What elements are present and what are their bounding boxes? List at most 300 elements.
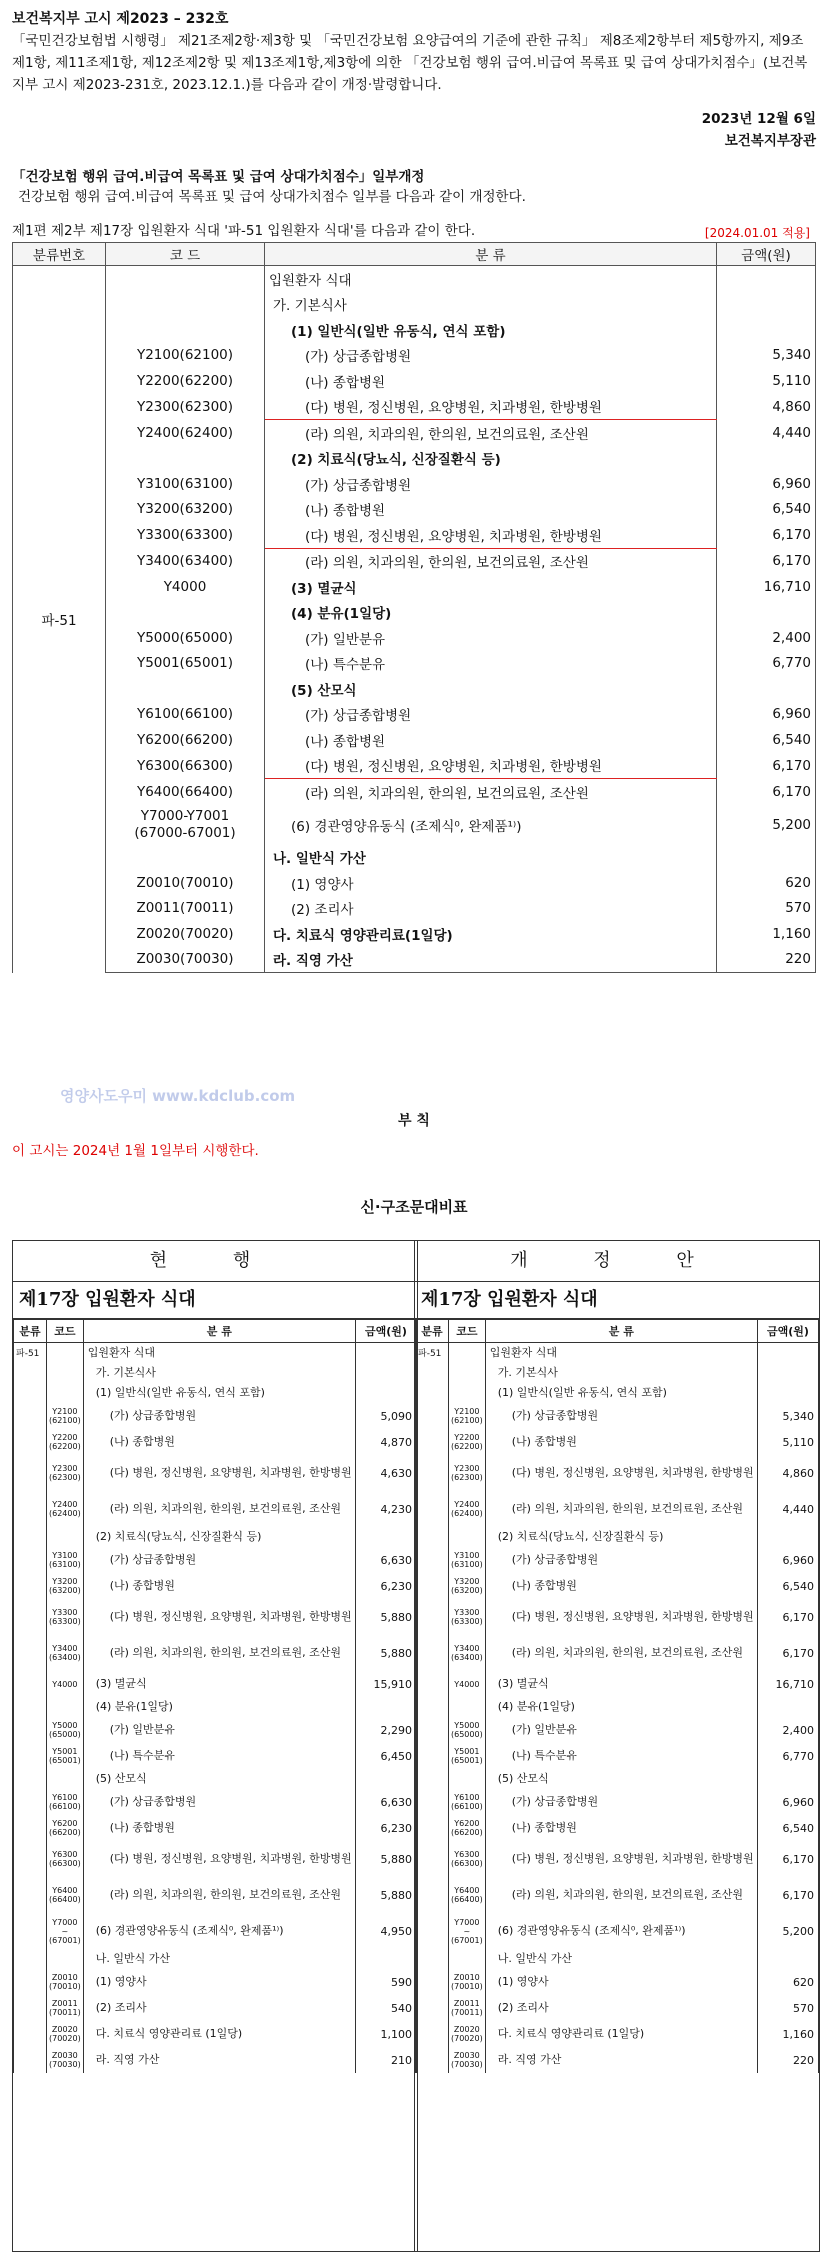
cur-th-code: 코드 bbox=[47, 1320, 84, 1343]
comparison-row bbox=[416, 1635, 819, 1671]
comparison-code-cell: Y6300 (66300) bbox=[449, 1841, 486, 1877]
comparison-row bbox=[416, 1717, 819, 1743]
code-cell: Y6200(66200) bbox=[106, 727, 265, 753]
comparison-code-cell bbox=[449, 1383, 486, 1403]
comparison-classification-cell: (다) 병원, 정신병원, 요양병원, 치과병원, 한방병원 bbox=[83, 1841, 355, 1877]
revised-chapter: 제17장 입원환자 식대 bbox=[415, 1282, 819, 1319]
comparison-row bbox=[14, 2047, 417, 2073]
classification-cell: 가. 기본식사 bbox=[265, 292, 717, 318]
comparison-amount-cell: 1,160 bbox=[758, 2021, 819, 2047]
comparison-code-cell: Y2200 (62200) bbox=[449, 1429, 486, 1455]
th-code: 코 드 bbox=[106, 243, 265, 266]
comparison-classification-cell: (나) 종합병원 bbox=[83, 1573, 355, 1599]
cur-th-category: 분류 bbox=[14, 1320, 47, 1343]
comparison-code-cell: Y4000 bbox=[449, 1671, 486, 1697]
table-row bbox=[13, 921, 816, 947]
comparison-amount-cell: 5,200 bbox=[758, 1913, 819, 1949]
comparison-row bbox=[416, 1527, 819, 1547]
amount-cell: 1,160 bbox=[717, 921, 816, 947]
comparison-row bbox=[14, 1769, 417, 1789]
comparison-classification-cell: (라) 의원, 치과의원, 한의원, 보건의료원, 조산원 bbox=[83, 1491, 355, 1527]
comparison-classification-cell: (다) 병원, 정신병원, 요양병원, 치과병원, 한방병원 bbox=[83, 1455, 355, 1491]
addendum-body: 이 고시는 2024년 1월 1일부터 시행한다. bbox=[12, 1143, 259, 1159]
comparison-code-cell: Z0011 (70011) bbox=[47, 1995, 84, 2021]
comparison-row bbox=[416, 1877, 819, 1913]
code-cell: Y6400(66400) bbox=[106, 779, 265, 805]
comparison-amount-cell: 6,960 bbox=[758, 1547, 819, 1573]
comparison-amount-cell: 220 bbox=[758, 2047, 819, 2073]
comparison-classification-cell: (1) 영양사 bbox=[485, 1969, 757, 1995]
comparison-row bbox=[416, 1769, 819, 1789]
code-cell bbox=[106, 600, 265, 626]
comparison-code-cell bbox=[449, 1949, 486, 1969]
comparison-row bbox=[416, 1363, 819, 1383]
comparison-revised bbox=[414, 1240, 820, 2252]
classification-cell: (가) 일반분유 bbox=[265, 625, 717, 651]
comparison-amount-cell bbox=[356, 1383, 417, 1403]
amount-cell bbox=[717, 600, 816, 626]
amount-cell: 6,170 bbox=[717, 753, 816, 779]
amount-cell: 16,710 bbox=[717, 574, 816, 600]
comparison-amount-cell: 6,170 bbox=[758, 1877, 819, 1913]
classification-cell: (1) 영양사 bbox=[265, 870, 717, 896]
revised-header: 개 정 안 bbox=[415, 1241, 819, 1282]
amount-cell: 4,440 bbox=[717, 420, 816, 446]
comparison-amount-cell: 4,870 bbox=[356, 1429, 417, 1455]
classification-cell: (6) 경관영양유동식 (조제식⁰, 완제품¹⁾) bbox=[265, 805, 717, 845]
comparison-row bbox=[416, 1789, 819, 1815]
notice-title: 보건복지부 고시 제2023 – 232호 bbox=[12, 11, 229, 27]
comparison-classification-cell: (라) 의원, 치과의원, 한의원, 보건의료원, 조산원 bbox=[83, 1635, 355, 1671]
comparison-code-cell: Y5000 (65000) bbox=[47, 1717, 84, 1743]
section-title: 「건강보험 행위 급여.비급여 목록표 및 급여 상대가치점수」일부개정 bbox=[12, 169, 425, 185]
comparison-classification-cell: (5) 산모식 bbox=[485, 1769, 757, 1789]
comparison-row bbox=[416, 1841, 819, 1877]
table-row bbox=[13, 805, 816, 845]
comparison-classification-cell: 나. 일반식 가산 bbox=[83, 1949, 355, 1969]
classification-cell: (나) 종합병원 bbox=[265, 497, 717, 523]
classification-cell: (가) 상급종합병원 bbox=[265, 343, 717, 369]
comparison-row bbox=[14, 1913, 417, 1949]
comparison-code-cell: Y2100 (62100) bbox=[47, 1403, 84, 1429]
comparison-code-cell: Y3400 (63400) bbox=[47, 1635, 84, 1671]
comparison-code-cell: Z0010 (70010) bbox=[47, 1969, 84, 1995]
table-row bbox=[13, 317, 816, 343]
comparison-code-cell: Y3200 (63200) bbox=[47, 1573, 84, 1599]
comparison-classification-cell: (6) 경관영양유동식 (조제식⁰, 완제품¹⁾) bbox=[83, 1913, 355, 1949]
comparison-amount-cell: 6,630 bbox=[356, 1547, 417, 1573]
classification-cell: 라. 직영 가산 bbox=[265, 947, 717, 973]
comparison-classification-cell: (1) 일반식(일반 유동식, 연식 포함) bbox=[485, 1383, 757, 1403]
comparison-amount-cell bbox=[356, 1697, 417, 1717]
table-row bbox=[13, 779, 816, 805]
comparison-amount-cell: 6,230 bbox=[356, 1573, 417, 1599]
amount-cell: 6,170 bbox=[717, 522, 816, 548]
comparison-current bbox=[12, 1240, 418, 2252]
comparison-classification-cell: (가) 일반분유 bbox=[83, 1717, 355, 1743]
code-cell: Y2100(62100) bbox=[106, 343, 265, 369]
comparison-amount-cell: 4,860 bbox=[758, 1455, 819, 1491]
comparison-classification-cell: (나) 종합병원 bbox=[83, 1429, 355, 1455]
comparison-classification-cell: 가. 기본식사 bbox=[83, 1363, 355, 1383]
notice-signer: 보건복지부장관 bbox=[724, 133, 816, 149]
amount-cell: 6,960 bbox=[717, 471, 816, 497]
table-row bbox=[13, 343, 816, 369]
comparison-code-cell bbox=[449, 1527, 486, 1547]
comparison-code-cell: Y6300 (66300) bbox=[47, 1841, 84, 1877]
rev-th-category: 분류 bbox=[416, 1320, 449, 1343]
comparison-classification-cell: (라) 의원, 치과의원, 한의원, 보건의료원, 조산원 bbox=[485, 1491, 757, 1527]
comparison-code-cell: Y3300 (63300) bbox=[449, 1599, 486, 1635]
code-cell: Y3400(63400) bbox=[106, 548, 265, 574]
comparison-row bbox=[416, 1491, 819, 1527]
comparison-code-cell: Y7000 ~ (67001) bbox=[47, 1913, 84, 1949]
comparison-classification-cell: (가) 상급종합병원 bbox=[83, 1403, 355, 1429]
comparison-row bbox=[14, 1789, 417, 1815]
code-cell bbox=[106, 845, 265, 871]
comparison-classification-cell: (라) 의원, 치과의원, 한의원, 보건의료원, 조산원 bbox=[485, 1635, 757, 1671]
table-row bbox=[13, 896, 816, 922]
amount-cell: 5,340 bbox=[717, 343, 816, 369]
addendum-title: 부 칙 bbox=[398, 1113, 430, 1129]
comparison-row bbox=[416, 1455, 819, 1491]
comparison-classification-cell: (다) 병원, 정신병원, 요양병원, 치과병원, 한방병원 bbox=[485, 1841, 757, 1877]
amount-cell: 6,170 bbox=[717, 548, 816, 574]
comparison-row bbox=[14, 1343, 417, 1364]
comparison-row bbox=[416, 1743, 819, 1769]
code-cell bbox=[106, 292, 265, 318]
comparison-classification-cell: (3) 멸균식 bbox=[83, 1671, 355, 1697]
comparison-code-cell bbox=[47, 1769, 84, 1789]
amount-cell bbox=[717, 266, 816, 292]
classification-cell: 다. 치료식 영양관리료(1일당) bbox=[265, 921, 717, 947]
amount-cell: 6,540 bbox=[717, 727, 816, 753]
comparison-amount-cell bbox=[758, 1769, 819, 1789]
comparison-code-cell bbox=[449, 1697, 486, 1717]
comparison-row bbox=[416, 1913, 819, 1949]
comparison-code-cell: Y2200 (62200) bbox=[47, 1429, 84, 1455]
comparison-classification-cell: 다. 치료식 영양관리료 (1일당) bbox=[485, 2021, 757, 2047]
comparison-code-cell: Y2400 (62400) bbox=[47, 1491, 84, 1527]
rev-th-code: 코드 bbox=[449, 1320, 486, 1343]
comparison-code-cell: Y3100 (63100) bbox=[449, 1547, 486, 1573]
comparison-amount-cell: 5,880 bbox=[356, 1635, 417, 1671]
comparison-classification-cell: (2) 조리사 bbox=[83, 1995, 355, 2021]
comparison-code-cell bbox=[449, 1363, 486, 1383]
comparison-amount-cell: 4,440 bbox=[758, 1491, 819, 1527]
comparison-row bbox=[416, 1547, 819, 1573]
comparison-row bbox=[14, 1949, 417, 1969]
comparison-row bbox=[14, 1877, 417, 1913]
comparison-category-cell: 파-51 bbox=[416, 1343, 449, 2074]
comparison-classification-cell: (1) 일반식(일반 유동식, 연식 포함) bbox=[83, 1383, 355, 1403]
comparison-amount-cell: 6,960 bbox=[758, 1789, 819, 1815]
comparison-row bbox=[416, 1573, 819, 1599]
comparison-classification-cell: (2) 치료식(당뇨식, 신장질환식 등) bbox=[485, 1527, 757, 1547]
comparison-code-cell: Y5001 (65001) bbox=[47, 1743, 84, 1769]
amount-cell: 6,770 bbox=[717, 651, 816, 677]
amount-cell bbox=[717, 446, 816, 472]
table-row bbox=[13, 292, 816, 318]
comparison-classification-cell: (4) 분유(1일당) bbox=[83, 1697, 355, 1717]
table-row bbox=[13, 548, 816, 574]
comparison-classification-cell: (가) 상급종합병원 bbox=[485, 1403, 757, 1429]
table-row bbox=[13, 947, 816, 973]
comparison-row bbox=[14, 1717, 417, 1743]
code-cell: Z0011(70011) bbox=[106, 896, 265, 922]
comparison-code-cell: Y7000 ~ (67001) bbox=[449, 1913, 486, 1949]
comparison-classification-cell: (나) 특수분유 bbox=[83, 1743, 355, 1769]
comparison-classification-cell: 입원환자 식대 bbox=[485, 1343, 757, 1364]
table-row bbox=[13, 870, 816, 896]
comparison-row bbox=[14, 1547, 417, 1573]
comparison-amount-cell: 1,100 bbox=[356, 2021, 417, 2047]
amount-cell: 620 bbox=[717, 870, 816, 896]
comparison-row bbox=[14, 1815, 417, 1841]
comparison-row bbox=[14, 1671, 417, 1697]
fee-table bbox=[12, 242, 816, 973]
comparison-classification-cell: (다) 병원, 정신병원, 요양병원, 치과병원, 한방병원 bbox=[485, 1455, 757, 1491]
th-category: 분류번호 bbox=[13, 243, 106, 266]
comparison-amount-cell: 540 bbox=[356, 1995, 417, 2021]
classification-cell: (2) 치료식(당뇨식, 신장질환식 등) bbox=[265, 446, 717, 472]
amount-cell bbox=[717, 676, 816, 702]
comparison-amount-cell bbox=[356, 1363, 417, 1383]
comparison-row bbox=[416, 1403, 819, 1429]
comparison-amount-cell: 6,770 bbox=[758, 1743, 819, 1769]
classification-cell: 입원환자 식대 bbox=[265, 266, 717, 292]
comparison-row bbox=[14, 1743, 417, 1769]
comparison-code-cell: Y3400 (63400) bbox=[449, 1635, 486, 1671]
table-row bbox=[13, 702, 816, 728]
comparison-code-cell bbox=[47, 1697, 84, 1717]
amount-cell: 4,860 bbox=[717, 394, 816, 420]
comparison-row bbox=[14, 1969, 417, 1995]
comparison-amount-cell bbox=[758, 1363, 819, 1383]
table-row bbox=[13, 727, 816, 753]
table-row bbox=[13, 522, 816, 548]
comparison-row bbox=[14, 1599, 417, 1635]
classification-cell: (라) 의원, 치과의원, 한의원, 보건의료원, 조산원 bbox=[265, 548, 717, 574]
comparison-classification-cell: (나) 종합병원 bbox=[485, 1815, 757, 1841]
classification-cell: (4) 분유(1일당) bbox=[265, 600, 717, 626]
comparison-code-cell: Y3100 (63100) bbox=[47, 1547, 84, 1573]
comparison-classification-cell: (가) 상급종합병원 bbox=[83, 1547, 355, 1573]
section-intro-text: 제1편 제2부 제17장 입원환자 식대 '파-51 입원환자 식대'를 다음과 같이 한다. bbox=[12, 223, 476, 239]
table-row bbox=[13, 676, 816, 702]
table-row bbox=[13, 497, 816, 523]
comparison-code-cell: Z0010 (70010) bbox=[449, 1969, 486, 1995]
classification-cell: (다) 병원, 정신병원, 요양병원, 치과병원, 한방병원 bbox=[265, 753, 717, 779]
comparison-amount-cell: 16,710 bbox=[758, 1671, 819, 1697]
comparison-classification-cell: (다) 병원, 정신병원, 요양병원, 치과병원, 한방병원 bbox=[83, 1599, 355, 1635]
comparison-code-cell: Y2100 (62100) bbox=[449, 1403, 486, 1429]
table-row bbox=[13, 266, 816, 292]
comparison-code-cell: Y2300 (62300) bbox=[449, 1455, 486, 1491]
comparison-code-cell: Y6400 (66400) bbox=[47, 1877, 84, 1913]
comparison-amount-cell bbox=[758, 1697, 819, 1717]
comparison-amount-cell bbox=[356, 1949, 417, 1969]
comparison-code-cell: Y6400 (66400) bbox=[449, 1877, 486, 1913]
comparison-code-cell: Y5001 (65001) bbox=[449, 1743, 486, 1769]
code-cell: Y6300(66300) bbox=[106, 753, 265, 779]
category-cell: 파-51 bbox=[13, 266, 106, 973]
comparison-amount-cell: 5,880 bbox=[356, 1841, 417, 1877]
table-row bbox=[13, 394, 816, 420]
comparison-row bbox=[416, 1969, 819, 1995]
comparison-amount-cell: 6,230 bbox=[356, 1815, 417, 1841]
table-row bbox=[13, 368, 816, 394]
classification-cell: (1) 일반식(일반 유동식, 연식 포함) bbox=[265, 317, 717, 343]
comparison-code-cell: Y6100 (66100) bbox=[449, 1789, 486, 1815]
code-cell bbox=[106, 317, 265, 343]
comparison-amount-cell: 570 bbox=[758, 1995, 819, 2021]
comparison-row bbox=[14, 1573, 417, 1599]
comparison-classification-cell: (나) 종합병원 bbox=[83, 1815, 355, 1841]
comparison-row bbox=[14, 1363, 417, 1383]
comparison-classification-cell: (라) 의원, 치과의원, 한의원, 보건의료원, 조산원 bbox=[485, 1877, 757, 1913]
code-cell: Y7000-Y7001 (67000-67001) bbox=[106, 805, 265, 845]
table-row bbox=[13, 600, 816, 626]
comparison-code-cell: Y2300 (62300) bbox=[47, 1455, 84, 1491]
comparison-classification-cell: (4) 분유(1일당) bbox=[485, 1697, 757, 1717]
code-cell: Z0010(70010) bbox=[106, 870, 265, 896]
classification-cell: (가) 상급종합병원 bbox=[265, 471, 717, 497]
classification-cell: (3) 멸균식 bbox=[265, 574, 717, 600]
comparison-classification-cell: (2) 조리사 bbox=[485, 1995, 757, 2021]
comparison-amount-cell: 6,170 bbox=[758, 1599, 819, 1635]
comparison-code-cell: Y2400 (62400) bbox=[449, 1491, 486, 1527]
table-row bbox=[13, 845, 816, 871]
table-row bbox=[13, 625, 816, 651]
code-cell: Y4000 bbox=[106, 574, 265, 600]
comparison-row bbox=[416, 2021, 819, 2047]
rev-th-amount: 금액(원) bbox=[758, 1320, 819, 1343]
comparison-row bbox=[14, 1697, 417, 1717]
comparison-code-cell: Y4000 bbox=[47, 1671, 84, 1697]
section-body: 건강보험 행위 급여.비급여 목록표 및 급여 상대가치점수 일부를 다음과 같이 개정한다. bbox=[18, 189, 526, 205]
code-cell: Z0020(70020) bbox=[106, 921, 265, 947]
comparison-classification-cell: 라. 직영 가산 bbox=[485, 2047, 757, 2073]
comparison-amount-cell: 2,290 bbox=[356, 1717, 417, 1743]
comparison-code-cell: Z0030 (70030) bbox=[47, 2047, 84, 2073]
classification-cell: (나) 종합병원 bbox=[265, 727, 717, 753]
code-cell bbox=[106, 446, 265, 472]
table-row bbox=[13, 753, 816, 779]
comparison-amount-cell: 6,540 bbox=[758, 1573, 819, 1599]
comparison-row bbox=[14, 1383, 417, 1403]
code-cell bbox=[106, 266, 265, 292]
comparison-amount-cell: 6,450 bbox=[356, 1743, 417, 1769]
code-cell bbox=[106, 676, 265, 702]
classification-cell: (5) 산모식 bbox=[265, 676, 717, 702]
comparison-classification-cell: (가) 상급종합병원 bbox=[485, 1547, 757, 1573]
amount-cell: 5,200 bbox=[717, 805, 816, 845]
comparison-code-cell: Y3200 (63200) bbox=[449, 1573, 486, 1599]
comparison-classification-cell: (3) 멸균식 bbox=[485, 1671, 757, 1697]
comparison-amount-cell: 6,170 bbox=[758, 1841, 819, 1877]
comparison-row bbox=[14, 1429, 417, 1455]
comparison-code-cell bbox=[449, 1769, 486, 1789]
code-cell: Y3200(63200) bbox=[106, 497, 265, 523]
comparison-classification-cell: (다) 병원, 정신병원, 요양병원, 치과병원, 한방병원 bbox=[485, 1599, 757, 1635]
comparison-row bbox=[416, 1383, 819, 1403]
section-intro bbox=[12, 220, 816, 242]
table-row bbox=[13, 651, 816, 677]
comparison-code-cell bbox=[47, 1527, 84, 1547]
comparison-code-cell bbox=[449, 1343, 486, 1364]
code-cell: Y2300(62300) bbox=[106, 394, 265, 420]
classification-cell: (라) 의원, 치과의원, 한의원, 보건의료원, 조산원 bbox=[265, 420, 717, 446]
comparison-classification-cell: 나. 일반식 가산 bbox=[485, 1949, 757, 1969]
table-row bbox=[13, 446, 816, 472]
comparison-amount-cell bbox=[758, 1527, 819, 1547]
comparison-row bbox=[416, 2047, 819, 2073]
comparison-classification-cell: (라) 의원, 치과의원, 한의원, 보건의료원, 조산원 bbox=[83, 1877, 355, 1913]
watermark-logo: 영양사도우미 www.kdclub.com bbox=[60, 1087, 296, 1105]
classification-cell: (다) 병원, 정신병원, 요양병원, 치과병원, 한방병원 bbox=[265, 522, 717, 548]
notice-body: 「국민건강보험법 시행령」 제21조제2항·제3항 및 「국민건강보험 요양급여의 기준에 관한 규칙」 제8조제2항부터 제5항까지, 제9조제1항, 제11조제1항, 제12조제2항 및 제13조제1항,제3항에 의한 「건강보험 행위 급여.비급여 목록표 및 급여 상대가치점수」(보건복지부 고시 제2023-231호, 2023.12.1.)를 다음과 같이 개정·발령합니다. bbox=[12, 33, 808, 93]
amount-cell: 6,540 bbox=[717, 497, 816, 523]
comparison-amount-cell: 4,630 bbox=[356, 1455, 417, 1491]
comparison-title: 신·구조문대비표 bbox=[360, 1198, 468, 1216]
code-cell: Y6100(66100) bbox=[106, 702, 265, 728]
comparison-row bbox=[14, 1995, 417, 2021]
effective-date-tag: [2024.01.01 적용] bbox=[704, 226, 810, 240]
comparison-amount-cell: 6,170 bbox=[758, 1635, 819, 1671]
amount-cell: 6,960 bbox=[717, 702, 816, 728]
classification-cell: (나) 종합병원 bbox=[265, 368, 717, 394]
comparison-classification-cell: 가. 기본식사 bbox=[485, 1363, 757, 1383]
comparison-amount-cell: 620 bbox=[758, 1969, 819, 1995]
comparison-amount-cell: 5,340 bbox=[758, 1403, 819, 1429]
th-classification: 분 류 bbox=[265, 243, 717, 266]
comparison-classification-cell: (나) 종합병원 bbox=[485, 1573, 757, 1599]
comparison-classification-cell: 다. 치료식 영양관리료 (1일당) bbox=[83, 2021, 355, 2047]
comparison-classification-cell: (5) 산모식 bbox=[83, 1769, 355, 1789]
comparison-row bbox=[416, 1815, 819, 1841]
code-cell: Y2400(62400) bbox=[106, 420, 265, 446]
amount-cell: 5,110 bbox=[717, 368, 816, 394]
comparison-code-cell: Y5000 (65000) bbox=[449, 1717, 486, 1743]
classification-cell: (라) 의원, 치과의원, 한의원, 보건의료원, 조산원 bbox=[265, 779, 717, 805]
comparison-amount-cell bbox=[356, 1769, 417, 1789]
code-cell: Y2200(62200) bbox=[106, 368, 265, 394]
rev-th-classification: 분 류 bbox=[485, 1320, 757, 1343]
comparison-classification-cell: (6) 경관영양유동식 (조제식⁰, 완제품¹⁾) bbox=[485, 1913, 757, 1949]
comparison-amount-cell: 5,090 bbox=[356, 1403, 417, 1429]
code-cell: Y5001(65001) bbox=[106, 651, 265, 677]
amount-cell: 570 bbox=[717, 896, 816, 922]
comparison-classification-cell: (나) 종합병원 bbox=[485, 1429, 757, 1455]
comparison-classification-cell: (2) 치료식(당뇨식, 신장질환식 등) bbox=[83, 1527, 355, 1547]
comparison-classification-cell: 입원환자 식대 bbox=[83, 1343, 355, 1364]
table-row bbox=[13, 574, 816, 600]
amount-cell: 220 bbox=[717, 947, 816, 973]
comparison-amount-cell: 5,880 bbox=[356, 1877, 417, 1913]
cur-th-amount: 금액(원) bbox=[356, 1320, 417, 1343]
code-cell: Y5000(65000) bbox=[106, 625, 265, 651]
comparison-row bbox=[14, 2021, 417, 2047]
th-amount: 금액(원) bbox=[717, 243, 816, 266]
comparison-code-cell: Y6200 (66200) bbox=[449, 1815, 486, 1841]
comparison-classification-cell: (나) 특수분유 bbox=[485, 1743, 757, 1769]
classification-cell: (2) 조리사 bbox=[265, 896, 717, 922]
comparison-amount-cell: 210 bbox=[356, 2047, 417, 2073]
comparison-classification-cell: (가) 상급종합병원 bbox=[485, 1789, 757, 1815]
comparison-amount-cell bbox=[758, 1949, 819, 1969]
comparison-amount-cell bbox=[758, 1343, 819, 1364]
